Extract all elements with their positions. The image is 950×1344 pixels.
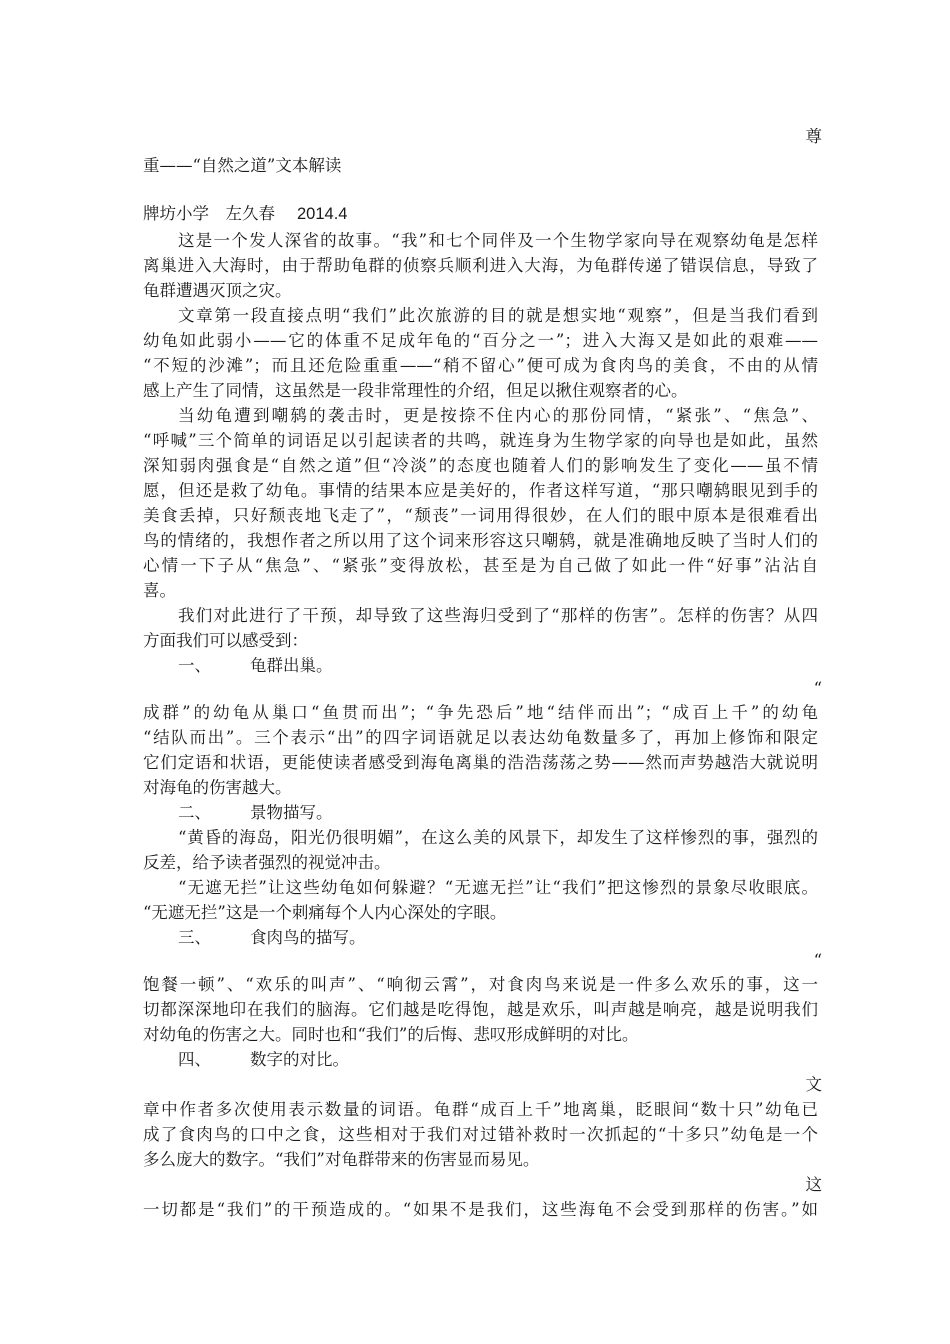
paragraph-line: 我们对此进行了干预，却导致了这些海归受到了“那样的伤害”。怎样的伤害？从四 xyxy=(178,606,818,625)
paragraph-line: 一切都是“我们”的干预造成的。“如果不是我们，这些海龟不会受到那样的伤害。”如 xyxy=(143,1200,818,1219)
section-number: 一、 xyxy=(178,656,211,675)
paragraph-line: 成群”的幼龟从巢口“鱼贯而出”；“争先恐后”地“结伴而出”；“成百上千”的幼龟 xyxy=(143,703,818,722)
paragraph-line: 当幼龟遭到嘲鸫的袭击时，更是按捺不住内心的那份同情，“紧张”、“焦急”、 xyxy=(178,406,818,425)
paragraph-line: 愿，但还是救了幼龟。事情的结果本应是美好的，作者这样写道，“那只嘲鸫眼见到手的 xyxy=(143,481,818,500)
byline-author: 左久春 xyxy=(225,204,275,223)
paragraph-line: “呼喊”三个简单的词语足以引起读者的共鸣，就连身为生物学家的向导也是如此，虽然 xyxy=(143,431,818,450)
paragraph-line: 感上产生了同情，这虽然是一段非常理性的介绍，但足以揪住观察者的心。 xyxy=(143,381,688,400)
line-fragment: 这 xyxy=(805,1175,822,1194)
section-heading xyxy=(178,1048,818,1072)
byline xyxy=(143,202,818,226)
paragraph-line: 章中作者多次使用表示数量的词语。龟群“成百上千”地离巢，眨眼间“数十只”幼龟已 xyxy=(143,1100,818,1119)
paragraph-line: 离巢进入大海时，由于帮助龟群的侦察兵顺利进入大海，为龟群传递了错误信息，导致了 xyxy=(143,256,818,275)
byline-date: 2014.4 xyxy=(297,205,348,223)
section-heading xyxy=(178,654,818,678)
paragraph-line: 鸟的情绪的，我想作者之所以用了这个词来形容这只嘲鸫，就是准确地反映了当时人们的 xyxy=(143,531,818,550)
section-title: 景物描写。 xyxy=(250,803,333,822)
paragraph-line: 这是一个发人深省的故事。“我”和七个同伴及一个生物学家向导在观察幼龟是怎样 xyxy=(178,231,818,250)
paragraph-line: “黄昏的海岛，阳光仍很明媚”，在这么美的风景下，却发生了这样惨烈的事，强烈的 xyxy=(178,828,818,847)
paragraph-line: 幼龟如此弱小——它的体重不足成年龟的“百分之一”；进入大海又是如此的艰难—— xyxy=(143,331,818,350)
section-heading xyxy=(178,801,818,825)
page-title: 重——“自然之道”文本解读 xyxy=(143,156,342,175)
paragraph-line: “结队而出”。三个表示“出”的四字词语就足以表达幼龟数量多了，再加上修饰和限定 xyxy=(143,728,818,747)
paragraph-line: 深知弱肉强食是“自然之道”但“冷淡”的态度也随着人们的影响发生了变化——虽不情 xyxy=(143,456,818,475)
line-fragment: “ xyxy=(813,679,822,698)
paragraph-line: “无遮无拦”这是一个刺痛每个人内心深处的字眼。 xyxy=(143,903,507,922)
paragraph-line: 心情一下子从“焦急”、“紧张”变得放松，甚至是为自己做了如此一件“好事”沾沾自 xyxy=(143,556,818,575)
section-title: 食肉鸟的描写。 xyxy=(250,928,366,947)
section-number: 四、 xyxy=(178,1050,211,1069)
section-number: 三、 xyxy=(178,928,211,947)
paragraph-line: 反差，给予读者强烈的视觉冲击。 xyxy=(143,853,391,872)
title-fragment: 尊 xyxy=(805,127,822,146)
section-heading xyxy=(178,926,818,950)
byline-school: 牌坊小学 xyxy=(143,204,209,223)
section-title: 龟群出巢。 xyxy=(250,656,333,675)
paragraph-line: 龟群遭遇灭顶之灾。 xyxy=(143,281,292,300)
paragraph-line: 切都深深地印在我们的脑海。它们越是吃得饱，越是欢乐，叫声越是响亮，越是说明我们 xyxy=(143,1000,818,1019)
paragraph-line: 美食丢掉，只好颓丧地飞走了”，“颓丧”一词用得很妙，在人们的眼中原本是很难看出 xyxy=(143,506,818,525)
paragraph-line: “无遮无拦”让这些幼龟如何躲避？“无遮无拦”让“我们”把这惨烈的景象尽收眼底。 xyxy=(178,878,818,897)
paragraph-line: 成了食肉鸟的口中之食，这些相对于我们对过错补救时一次抓起的“十多只”幼龟是一个 xyxy=(143,1125,818,1144)
section-title: 数字的对比。 xyxy=(250,1050,349,1069)
paragraph-line: 方面我们可以感受到： xyxy=(143,631,308,650)
paragraph-line: 它们定语和状语，更能使读者感受到海龟离巢的浩浩荡荡之势——然而声势越浩大就说明 xyxy=(143,753,818,772)
paragraph-line: 文章第一段直接点明“我们”此次旅游的目的就是想实地“观察”，但是当我们看到 xyxy=(178,306,818,325)
paragraph-line: 对海龟的伤害越大。 xyxy=(143,778,292,797)
paragraph-line: “不短的沙滩”；而且还危险重重——“稍不留心”便可成为食肉鸟的美食，不由的从情 xyxy=(143,356,818,375)
section-number: 二、 xyxy=(178,803,211,822)
line-fragment: “ xyxy=(813,951,822,970)
paragraph-line: 对幼龟的伤害之大。同时也和“我们”的后悔、悲叹形成鲜明的对比。 xyxy=(143,1025,639,1044)
paragraph-line: 多么庞大的数字。“我们”对龟群带来的伤害显而易见。 xyxy=(143,1150,540,1169)
paragraph-line: 饱餐一顿”、“欢乐的叫声”、“响彻云霄”，对食肉鸟来说是一件多么欢乐的事，这一 xyxy=(143,975,818,994)
line-fragment: 文 xyxy=(805,1075,822,1094)
paragraph-line: 喜。 xyxy=(143,581,176,600)
